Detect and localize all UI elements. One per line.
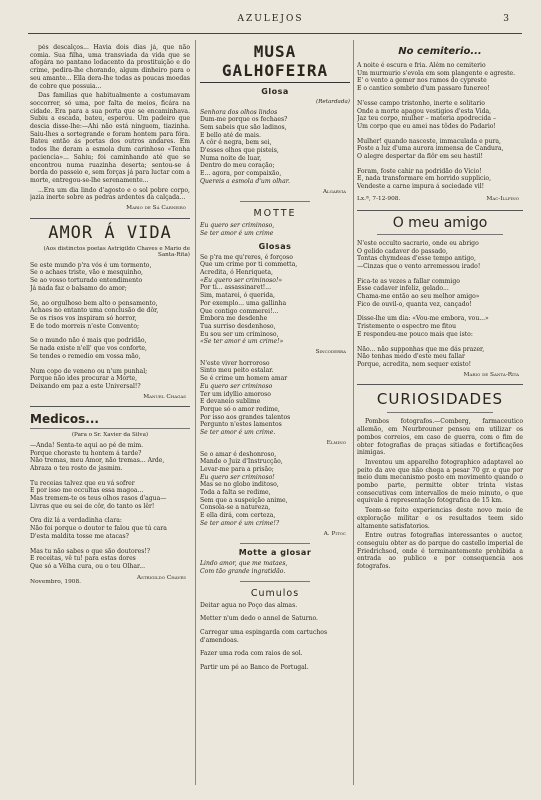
verse-line: Porque não ides procurar a Morte, (30, 375, 138, 383)
verse-line: A noite é escura e fria. Além no cemiterio (357, 62, 486, 69)
verse-line: «Eu quero ser criminoso!» (200, 276, 283, 284)
verse-line: Se o achaes triste, vão e mesquinho, (30, 269, 143, 277)
verse-line: Achaes no entanto uma conclusão de dôr, (30, 307, 159, 315)
verse-line: Vendeste a carne impura á sociedade vil! (357, 183, 485, 191)
column-divider (195, 40, 196, 785)
verse-line: Sim, matarei, ó querida, (200, 292, 275, 300)
verse-line: «Se ter amor é um crime!» (200, 338, 284, 346)
verse-line: Dum-me porque os fechaes? (200, 116, 288, 124)
section-rule (357, 210, 523, 211)
motte-title: MOTTE (253, 208, 297, 220)
cumulos-item: Fazer uma roda com raios de sol. (200, 650, 303, 658)
verse-line: E receitas, vê tu! para estas dores (30, 555, 136, 563)
prose-paragraph: Das familias que habitualmente a costumavam soccorrer, só uma, por falta de meios, ficára na cidade. Era para a sua porta que se encaminhava. Subiu a escada, bateu, esperou. Um padeiro que descia disse-lhe:—Ahi não está ninguem, tiazinha. Saiu-lhes a sortegrande e foram hontem para fóra. Bateu então ás portas dos outros andares. Em todos lhe deram a esmola dum carinhoso «Tenha paciencia»... Sahiu; foi caminhando até que se encontrou numa ruazinha deserta; sentou-se á borda do passeio e, sem forças já para luctar com a morte, entregou-se-lhe serenamente... (30, 92, 190, 184)
verse-line: Senhora dos olhos lindos (200, 108, 278, 116)
verse-line: E respondeu-me pouco mais que isto: (357, 330, 473, 338)
verse-line: Se p'ra me qu'reres, é forçoso (200, 253, 293, 261)
verse-line: Ter um idyllio amoroso (200, 390, 271, 398)
cumulos-item: Deitar agua no Poço das almas. (200, 601, 298, 609)
magazine-title: AZULEJOS (237, 14, 304, 24)
author-signature: A. Pitoc (323, 530, 346, 537)
verse-line: Num copo de veneno ou n'um punhal; (30, 367, 148, 375)
verse-line: E por isso me occultas essa magoa... (30, 487, 144, 495)
verse-line: Numa noite de luar, (200, 154, 262, 162)
poem-meu-amigo (357, 240, 523, 369)
poem-footer (30, 575, 190, 585)
verse-line: E... agora, por compaixão, (200, 170, 282, 178)
verse-line: N'este viver horroroso (200, 359, 270, 367)
page-number: 3 (503, 14, 511, 24)
verse-line: —Cinzas que o vento arremessou irado! (357, 262, 481, 270)
motte-glosar-text (200, 560, 350, 575)
glosa-poem (200, 451, 350, 528)
verse-line: Se, ao orgulhoso bem alto o pensamento, (30, 299, 158, 307)
title-underline (377, 234, 503, 235)
section-rule (30, 218, 190, 219)
cumulos-item: Carregar uma espingarda com cartuchos d'amendoas. (200, 629, 328, 644)
verse-line: Se ter amor é um crime!? (200, 519, 280, 527)
verse-line: Mande o Juiz d'Instrucção, (200, 458, 283, 466)
cumulos-item: Partir um pé ao Banco de Portugal. (200, 664, 309, 672)
author-signature: Manuel Chagas (143, 393, 186, 400)
verse-line: Consola-se a natureza, (200, 504, 271, 512)
page-header (0, 14, 541, 30)
author-signature: Mac-Illfino (486, 195, 519, 202)
verse-line: Um murmurio s'evola em som plangente e agreste. (357, 69, 516, 77)
verse-line: Mas se no globo inditoso, (200, 481, 279, 489)
verse-line: N'este occulto sacrario, onde eu abrigo (357, 239, 479, 247)
verse-line: Ora diz lá a verdadinha clara: (30, 517, 122, 525)
glosas-title: Glosas (258, 241, 292, 251)
verse-line: Se o amar é deshonroso, (200, 450, 277, 458)
article-paragraph: Teem-se feito experiencias deste novo meio de exploração militar e os resultados teem sido altamente satisfatorios. (357, 507, 523, 530)
verse-line: Sinto meu peito estalar. (200, 367, 274, 375)
verse-line: Tua surriso desdenhoso, (200, 322, 276, 330)
verse-line: Jaz teu corpo, mulher – materia apodrecida – (357, 115, 496, 123)
glosa-poem (200, 254, 350, 346)
column-right (357, 44, 523, 573)
verse-line: E de todo morreis n'este Convento; (30, 322, 140, 330)
section-masthead: MUSA GALHOFEIRA (200, 42, 350, 83)
article-paragraph: Pombos fotografos.—Comberg, farmaceutico allemão, em Neurbrouner pensou em utilizar os pombos correios, em caso de guerra, com o fim de obter fotografias de praças sitiadas e fortificações inimigas. (357, 418, 523, 457)
poem-title-cemiterio: No cemiterio... (398, 46, 482, 57)
prose-paragraph: pés descalços... Havia dois dias já, que não comia. Sua filha, uma transviada da vida que se afogára no pantano lodacento da prostituição e do crime, pedira-lhe chorando, algum dinheiro para o seu amante... Ella dera-lhe todas as poucas moedas de cobre que possuia... (30, 44, 190, 90)
article-paragraph: Inventou um apparelho fotographico adaptavel ao peito da ave que não chega a pesar 70 gr. e que por meio dum mecanismo posto em movimento quando o pombo parte, permitte obter trinta vistas consecutivas com intervallos de meio minuto, o que equivale á representação fotografica de 15 km. (357, 458, 523, 505)
cumulos-item: Metter n'um dedo o annel de Saturno. (200, 615, 318, 623)
verse-line: Que um crime por ti commetta, (200, 261, 298, 269)
verse-line: D'esta maldita tosse me atacas? (30, 532, 129, 540)
glosa-title: Glosa (261, 87, 289, 96)
verse-line: Com tão grande ingratidão. (200, 567, 286, 575)
verse-line: Se tendes o remedio em vossa mão, (30, 352, 141, 360)
section-rule (240, 543, 310, 544)
verse-line: Eu quero ser criminoso (200, 382, 273, 390)
author-signature: Sincoderra (315, 349, 346, 356)
poem-date: Lx.ª, 7-12-908. (357, 195, 401, 202)
verse-line: Mas tu não sabes o que são doutores!? (30, 547, 151, 555)
verse-line: Dentro do meu coração; (200, 162, 275, 170)
verse-line: Eu sou ser um criminoso, (200, 330, 279, 338)
poem-cemiterio (357, 62, 523, 191)
header-rule (28, 33, 522, 34)
glosa-retardada (200, 109, 350, 186)
author-signature: Mario de Sá Carneiro (126, 205, 186, 212)
section-rule (30, 406, 190, 407)
verse-line: Não foi porque o doutor te falou que tú cara (30, 525, 167, 533)
verse-line: Tontas chymdeas d'esse tempo antigo, (357, 255, 476, 263)
verse-line: Se ao vosso torturado entendimento (30, 277, 143, 285)
verse-line: Fico de ouvil-o, quanta vez, cançado! (357, 300, 472, 308)
verse-line: Se é crime um homem amar (200, 375, 288, 383)
verse-line: Não... não supponhas que me dás prazer, (357, 345, 485, 353)
verse-line: O alegre despertar da flôr em seu hastil! (357, 153, 483, 161)
verse-line: Foste a luz d'uma aurora immensa de Candura, (357, 145, 504, 153)
poem-medicos (30, 442, 190, 571)
motte-glosar-title: Motte a glosar (238, 548, 312, 558)
column-divider (353, 40, 354, 785)
verse-line: Não tremas, meu Amor, não tremas... Arde, (30, 457, 165, 465)
curiosidades-article (357, 418, 523, 570)
motte-text (200, 222, 350, 237)
verse-line: Foram, foste cahir na podridão do Vicio! (357, 167, 482, 175)
verse-line: E, nada transformare em horrido supplicio, (357, 175, 492, 183)
verse-line: Mas tremem-te os teus olhos rasos d'agua— (30, 495, 167, 503)
poem-title-meu-amigo: O meu amigo (392, 214, 488, 231)
verse-line: Toda a falta se redime, (200, 489, 271, 497)
title-underline (387, 412, 493, 413)
poem-date: Novembro, 1908. (30, 578, 82, 585)
verse-line: O gelido cadaver do passado, (357, 247, 448, 255)
verse-line: E o cantico sombrio d'um passaro funereo! (357, 85, 490, 93)
verse-line: Sem que a suspeição anime, (200, 496, 288, 504)
glosa-subtitle: (Retardada) (316, 99, 350, 105)
verse-line: Embora me desdenhe (200, 315, 268, 323)
verse-line: Quereis a esmola d'um olhar. (200, 177, 290, 185)
verse-line: Se o mundo não é mais que podridão, (30, 337, 147, 345)
verse-line: Porque só o amor redime, (200, 406, 280, 413)
verse-line: Abraza o teu rosto de jasmim. (30, 464, 123, 472)
verse-line: Disse-lhe um dia: «Vou-me embora, vou...» (357, 315, 489, 323)
author-signature: Elmino (326, 439, 346, 446)
verse-line: Se ter amor é um crime. (200, 429, 276, 437)
verse-line: E' o vento a gemer nos ramos do cypreste (357, 77, 487, 85)
section-rule (357, 384, 523, 385)
section-title-curiosidades: CURIOSIDADES (376, 390, 504, 409)
glosa-poem (200, 360, 350, 437)
verse-line: Chama-me então ao seu melhor amigo» (357, 293, 480, 301)
verse-line: Por ti... assassinaret!... (200, 284, 272, 292)
verse-line: Onde a morte apagou vestigios d'esta Vida, (357, 107, 492, 115)
verse-line: Acredita, ó Henriqueta, (200, 269, 273, 277)
verse-line: D'esses olhos que pisteis, (200, 147, 279, 155)
verse-line: Não tenhas medo d'este meu fallar (357, 353, 465, 361)
cumulos-title: Cumulos (250, 587, 300, 599)
section-rule (240, 581, 310, 582)
section-rule (240, 201, 310, 202)
verse-line: Tristemente o espectro me fitou (357, 323, 457, 331)
verse-line: Por isso aos grandes talentos (200, 413, 291, 421)
verse-line: Se este mundo p'ra vós é um tormento, (30, 261, 152, 269)
verse-line: Tu receias talvez que eu vá sofrer (30, 479, 135, 487)
verse-line: Se os risos vos inspiram só horror, (30, 314, 137, 322)
author-signature: Astrigildo Chaves (136, 574, 186, 581)
verse-line: Mulher! quando nasceste, immaculada e pura, (357, 137, 501, 145)
verse-line: Eu quero ser criminoso, (200, 222, 275, 230)
verse-line: Porque, acredita, nem sequer existo! (357, 360, 472, 368)
poem-footer (357, 196, 523, 205)
verse-line: Um corpo que eu amei nas tôdes do Padario! (357, 122, 496, 130)
poem-dedication: (Para o Sr. Xavier da Silva) (71, 432, 149, 439)
prose-paragraph: ...Era um dia lindo d'agosto e o sol pobre corpo, jazia inerte sobre as pedras ardentes da calçada... (30, 186, 190, 202)
poem-title-medicos: Medicos... (30, 412, 99, 427)
verse-line: —Anda! Senta-te aqui ao pé de mim. (30, 441, 144, 449)
verse-line: E bello até de mais. (200, 131, 261, 139)
column-left (30, 44, 190, 585)
title-underline (30, 428, 190, 429)
cumulos-list (200, 602, 350, 672)
verse-line: E ella dirá, com certeza, (200, 512, 276, 520)
article-paragraph: Entre outras fotografias interessantes o auctor, conseguiu obter as do parque do castello imperial de Friedrichsod, onde é terminantemente prohibida a entrada ao publico e por consequencia aos fotografos. (357, 532, 523, 571)
author-signature: Algarvia (322, 188, 346, 195)
verse-line: Que contigo commerei!... (200, 307, 279, 315)
verse-line: A côr é negra, bem sei, (200, 139, 272, 147)
verse-line: Porque choraste tu hontem á tarde? (30, 449, 142, 457)
column-middle (200, 40, 350, 678)
verse-line: Se ter amor é um crime (200, 229, 274, 237)
author-signature: Mario de Santa-Rita (463, 371, 519, 378)
verse-line: E devaneio sublime (200, 398, 261, 406)
verse-line: Sem sabeis que são ladinos, (200, 123, 287, 131)
verse-line: Deixando em paz a este Universal!? (30, 382, 141, 390)
verse-line: Lindo amor, que me mataes, (200, 560, 288, 568)
poem-title-amor-a-vida: AMOR Á VIDA (48, 222, 172, 243)
verse-line: Que só a Vêlha cura, ou o teu Olhar... (30, 562, 146, 570)
verse-line: Fica-te as vezes a fallar commigo (357, 277, 460, 285)
verse-line: Pergunto n'estes lamentos (200, 421, 282, 429)
verse-line: Esse cadaver infeliz, gelado... (357, 285, 449, 293)
verse-line: Já nada faz o balsamo do amor; (30, 284, 127, 292)
verse-line: Se nada existe n'ell' que vos conforte, (30, 345, 147, 353)
verse-line: Livras que eu sei de côr, do tanto os lêr! (30, 502, 155, 510)
verse-line: Eu quero ser criminoso! (200, 473, 275, 481)
poem-dedication: (Aos distinctos poetas Astrigildo Chaves e Mario de Santa-Rita) (43, 245, 190, 259)
verse-line: Levar-me para a prisão; (200, 465, 274, 473)
verse-line: N'esse campo tristonho, inerte e solitario (357, 99, 485, 107)
poem-amor-a-vida (30, 262, 190, 391)
verse-line: Por exemplo... uma gallinha (200, 299, 287, 307)
